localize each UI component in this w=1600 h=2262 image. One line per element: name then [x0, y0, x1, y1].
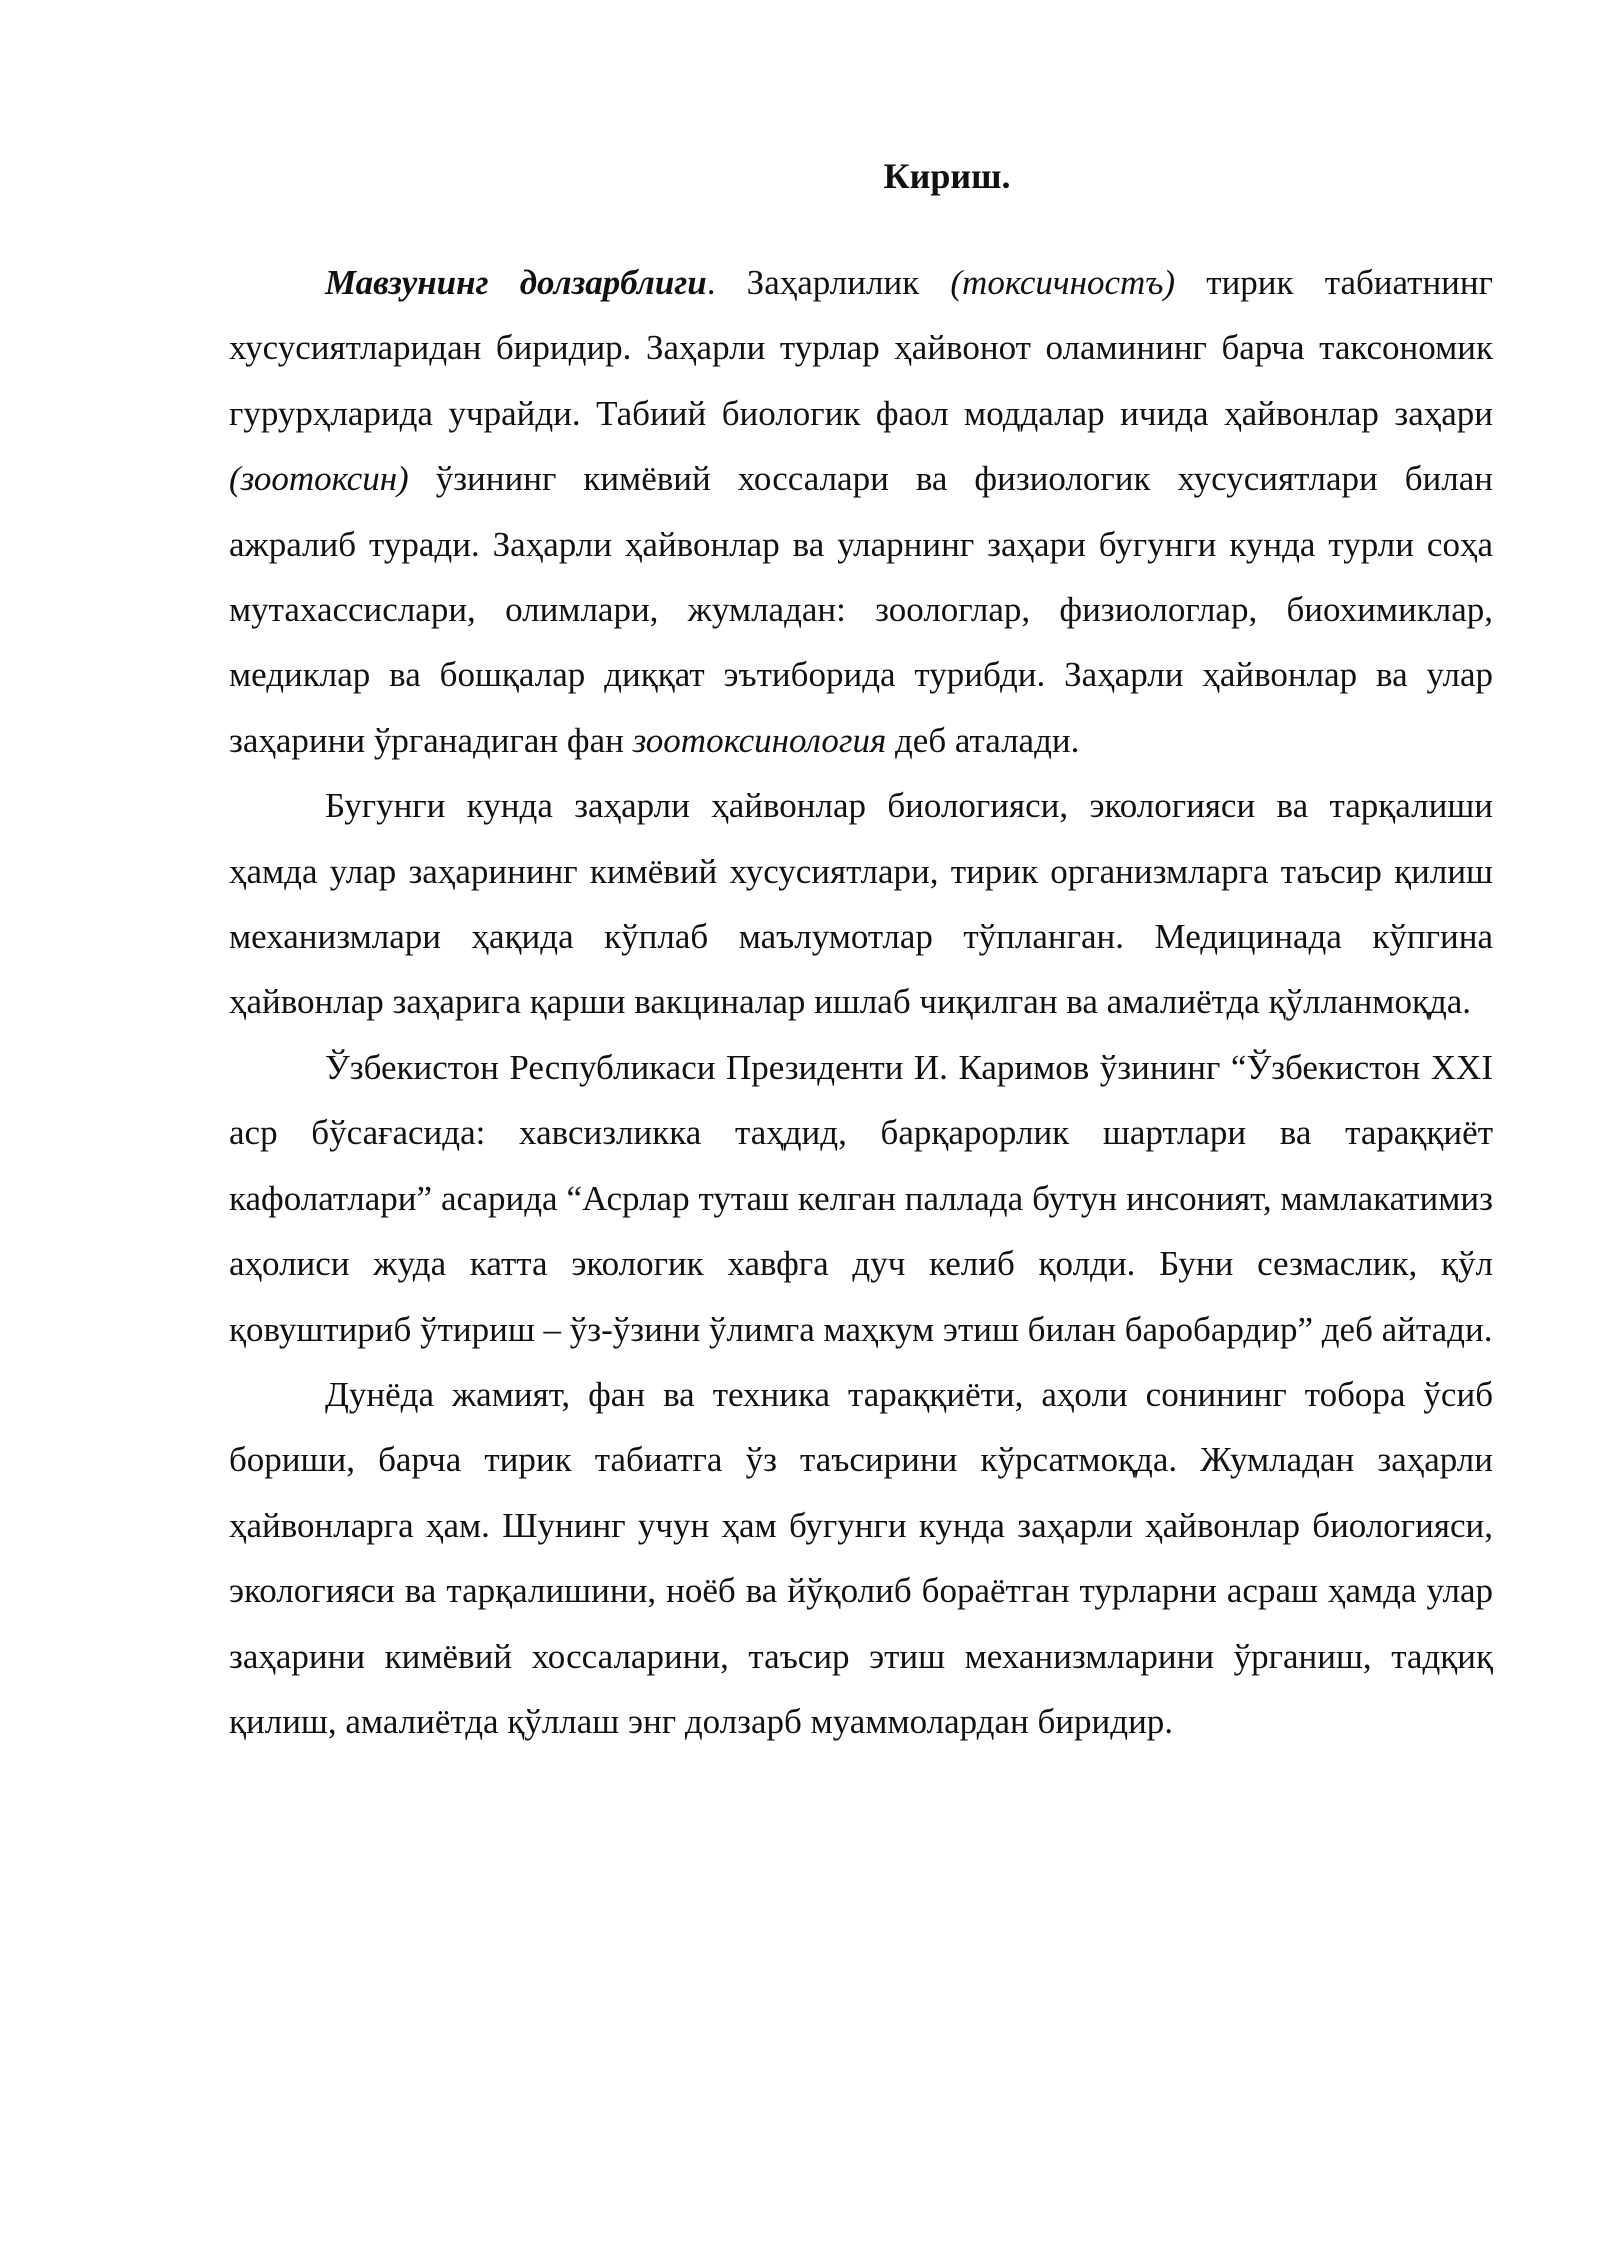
paragraph-text-segment: . Заҳарлилик [706, 263, 951, 302]
paragraph-text-segment: деб аталади. [886, 720, 1080, 760]
italic-term: (токсичностъ) [950, 263, 1176, 302]
italic-term: зоотоксинология [632, 720, 887, 760]
relevance-lead-term: Мавзунинг долзарблиги [325, 263, 707, 302]
document-body [229, 250, 1493, 1754]
paragraph-relevance [229, 250, 1493, 773]
paragraph-text-segment: ўзининг кимёвий хоссалари ва физиологик хусусиятлари билан ажралиб туради. Заҳарли ҳайвонлар ва уларнинг заҳари бугунги кунда турли соҳа мутахассислари, олимлари, жумладан: зоологлар, физиологлар, биохимиклар, медиклар ва бошқалар диққат эътиборида турибди. Заҳарли ҳайвонлар ва улар заҳарини ўрганадиган фан [229, 459, 1493, 760]
italic-term: (зоотоксин) [229, 459, 409, 499]
page-title-text: Кириш. [883, 156, 1011, 196]
paragraph-president-quote: Ўзбекистон Республикаси Президенти И. Каримов ўзининг “Ўзбекистон XXI аср бўсағасида: хавсизликка таҳдид, барқарорлик шартлари ва тараққиёт кафолатлари” асарида “Асрлар туташ келган паллада бутун инсоният, мамлакатимиз аҳолиси жуда катта экологик хавфга дуч келиб қолди. Буни сезмаслик, қўл қовуштириб ўтириш – ўз-ўзини ўлимга маҳкум этиш билан баробардир” деб айтади. [229, 1047, 1493, 1349]
paragraph-text-segment: тирик табиатнинг хусусиятларидан биридир. Заҳарли турлар ҳайвонот оламининг барча таксономик гурурҳларида учрайди. Табиий биологик фаол моддалар ичида ҳайвонлар заҳари [229, 263, 1494, 433]
paragraph-global-impact: Дунёда жамият, фан ва техника тараққиёти, аҳоли сонининг тобора ўсиб бориши, барча тирик табиатга ўз таъсирини кўрсатмоқда. Жумладан заҳарли ҳайвонларга ҳам. Шунинг учун ҳам бугунги кунда заҳарли ҳайвонлар биологияси, экологияси ва тарқалишини, ноёб ва йўқолиб бораётган турларни асраш ҳамда улар заҳарини кимёвий хоссаларини, таъсир этиш механизмларини ўрганиш, тадқиқ қилиш, амалиётда қўллаш энг долзарб муаммолардан биридир. [229, 1374, 1493, 1741]
page-title [229, 152, 1493, 200]
paragraph-research-status: Бугунги кунда заҳарли ҳайвонлар биологияси, экологияси ва тарқалиши ҳамда улар заҳарининг кимёвий хусусиятлари, тирик организмларга таъсир қилиш механизмлари ҳақида кўплаб маълумотлар тўпланган. Медицинада кўпгина ҳайвонлар заҳарига қарши вакциналар ишлаб чиқилган ва амалиётда қўлланмоқда. [229, 786, 1493, 1022]
